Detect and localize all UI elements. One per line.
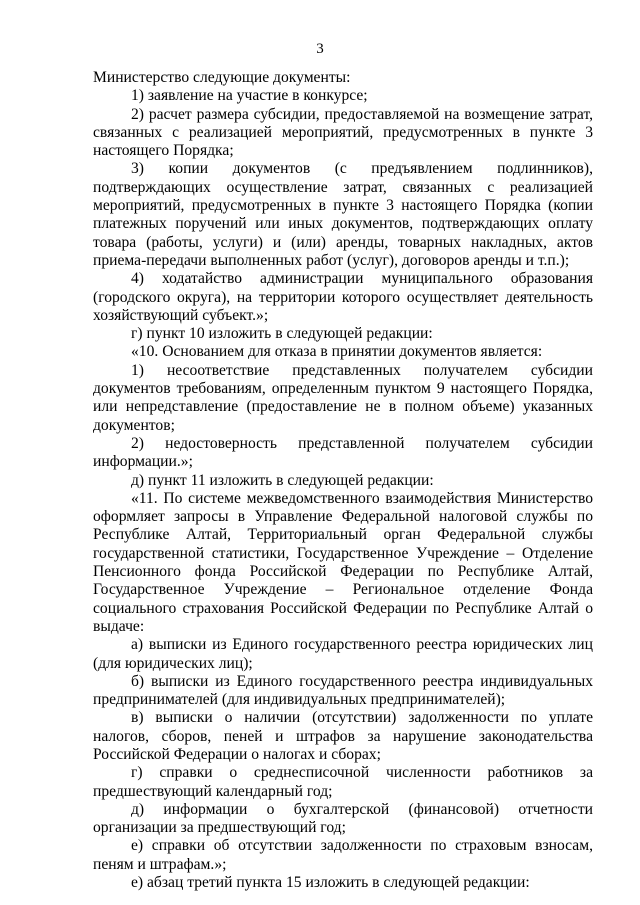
- paragraph: Министерство следующие документы:: [93, 69, 351, 86]
- paragraph: д) пункт 11 изложить в следующей редакции:: [131, 471, 434, 489]
- document-body: [93, 69, 593, 892]
- paragraph: г) справки о среднесписочной численности работников за предшествующий календарный год;: [93, 764, 593, 800]
- paragraph: 4) ходатайство администрации муниципального образования (городского округа), на территории которого осуществляет деятельность хозяйствующий субъект.»;: [93, 270, 593, 324]
- paragraph: 2) расчет размера субсидии, предоставляемой на возмещение затрат, связанных с реализацией мероприятий, предусмотренных в пункте 3 настоящего Порядка;: [93, 105, 593, 160]
- paragraph: а) выписки из Единого государственного реестра юридических лиц (для юридических лиц);: [93, 636, 593, 672]
- paragraph: е) абзац третий пункта 15 изложить в следующей редакции:: [131, 874, 530, 892]
- paragraph: 1) заявление на участие в конкурсе;: [131, 87, 368, 105]
- paragraph: б) выписки из Единого государственного реестра индивидуальных предпринимателей (для индивидуальных предпринимателей);: [93, 672, 593, 709]
- paragraph: 3) копии документов (с предъявлением подлинников), подтверждающих осуществление затрат, связанных с реализацией мероприятий, предусмотренных в пункте 3 настоящего Порядка (копии платежных поручений или иных документов, подтверждающих оплату товара (работы, услуги) и (или) аренды, товарных накладных, актов приема-передачи выполненных работ (услуг), договоров аренды и т.п.);: [93, 160, 593, 269]
- paragraph: в) выписки о наличии (отсутствии) задолженности по уплате налогов, сборов, пеней и штрафов за нарушение законодательства Российской Федерации о налогах и сборах;: [93, 709, 593, 763]
- paragraph: 2) недостоверность представленной получателем субсидии информации.»;: [93, 434, 593, 471]
- paragraph: е) справки об отсутствии задолженности по страховым взносам, пеням и штрафам.»;: [93, 837, 593, 873]
- paragraph: 1) несоответствие представленных получателем субсидии документов требованиям, определенным пунктом 9 настоящего Порядка, или непредставление (предоставление не в полном объеме) указанных документов;: [93, 361, 593, 434]
- paragraph: д) информации о бухгалтерской (финансовой) отчетности организации за предшествующий год;: [93, 800, 593, 837]
- paragraph: «11. По системе межведомственного взаимодействия Министерство оформляет запросы в Управление Федеральной налоговой службы по Республике Алтай, Территориальный орган Федеральной службы государственной статистики, Государственное Учреждение – Отделение Пенсионного фонда Российской Федерации по Республике Алтай, Государственное Учреждение – Региональное отделение Фонда социального страхования Российской Федерации по Республике Алтай о выдаче:: [93, 489, 593, 635]
- paragraph: г) пункт 10 изложить в следующей редакции:: [131, 325, 433, 343]
- page-number: 3: [316, 41, 324, 57]
- paragraph: «10. Основанием для отказа в принятии документов является:: [131, 343, 543, 361]
